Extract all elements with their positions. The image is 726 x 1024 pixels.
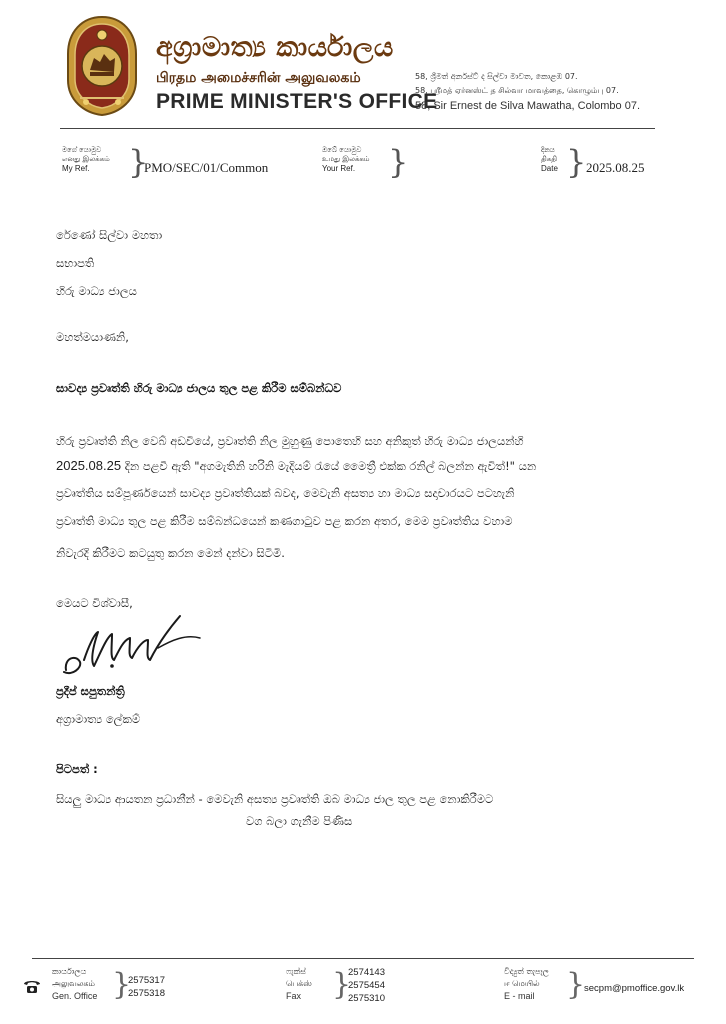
fax-number-3: 2575310 <box>348 993 385 1004</box>
gen-office-brace: } <box>112 967 132 1002</box>
email-label-ta: ஈ மெயில் <box>504 979 540 988</box>
copy-line-1: සියලු මාධ්‍ය ආයතන ප්‍රධානීන් - මෙවැනි අසත්‍ය ප්‍රවෘත්ති ඔබ මාධ්‍ය ජාල තුල පළ නොකිරීමට <box>56 792 494 806</box>
date-value: 2025.08.25 <box>586 160 645 175</box>
office-name-english: PRIME MINISTER'S OFFICE <box>156 90 438 113</box>
fax-label-ta: பெக்ஸ் <box>286 979 312 988</box>
signature-icon <box>54 604 204 680</box>
gen-office-label-en: Gen. Office <box>52 991 98 1001</box>
state-emblem-icon <box>60 14 144 118</box>
email-brace: } <box>566 967 586 1002</box>
fax-label <box>286 966 312 1002</box>
body-line-3: ප්‍රවෘත්තිය සම්පූර්ණයෙන් සාවද්‍ය ප්‍රවෘත්තියක් බවද, මෙවැනි අසත්‍ය හා මාධ්‍ය සදාචාරයට පටහැනි <box>56 486 515 500</box>
subject-line: සාවද්‍ය ප්‍රවෘත්ති හිරු මාධ්‍ය ජාලය තුල පළ කිරීම සම්බන්ධව <box>56 381 342 395</box>
address-english: 58, Sir Ernest de Silva Mawatha, Colombo 07. <box>415 100 641 112</box>
gen-office-phone-1: 2575317 <box>128 975 165 986</box>
address-tamil: 58, ஸ்ரீமத் ஏர்னஸ்ட் த சில்வா மாவத்தை, கொழும்பு 07. <box>415 86 619 95</box>
date-label-ta: திகதி <box>541 155 557 163</box>
recipient-org: හිරු මාධ්‍ය ජාලය <box>56 284 137 298</box>
your-ref-brace: } <box>388 143 409 181</box>
gen-office-label-si: කාර්යාලය <box>52 967 87 976</box>
incident-date: 2025.08.25 <box>56 458 122 473</box>
office-name-tamil: பிரதம அமைச்சரின் அலுவலகம் <box>156 70 361 86</box>
telephone-icon <box>22 978 42 994</box>
email-label-en: E - mail <box>504 991 535 1001</box>
signatory-name: ප්‍රදීප් සපුතන්ත්‍රි <box>56 684 125 698</box>
my-ref-brace: } <box>128 143 149 181</box>
fax-numbers <box>348 966 385 1005</box>
fax-number-2: 2575454 <box>348 980 385 991</box>
date-brace: } <box>566 143 587 181</box>
address-sinhala: 58, ශ්‍රීමත් අර්නස්ට් ද සිල්වා මාවත, කොළඹ 07. <box>415 72 578 81</box>
copy-line-2: වග බලා ගැනීම පිණිස <box>246 814 353 828</box>
closing: මෙයට විශ්වාසී, <box>56 596 133 610</box>
my-ref-label <box>62 146 110 173</box>
your-ref-label <box>322 146 370 173</box>
gen-office-label <box>52 966 97 1002</box>
email-label-si: විද්‍යුත් තැපෑල <box>504 967 549 976</box>
gen-office-label-ta: அலுவலகம் <box>52 979 95 988</box>
fax-label-en: Fax <box>286 991 302 1001</box>
copy-label: පිටපත් : <box>56 762 98 776</box>
fax-number-1: 2574143 <box>348 967 385 978</box>
your-ref-label-si: ඔබේ යොමුව <box>322 146 362 154</box>
your-ref-label-ta: உமது இலக்கம் <box>322 155 370 163</box>
gen-office-phone-2: 2575318 <box>128 988 165 999</box>
email-address[interactable]: secpm@pmoffice.gov.lk <box>584 983 685 994</box>
recipient-name: රේණෝ සිල්වා මහතා <box>56 228 163 242</box>
body-line-5: නිවැරදි කිරීමට කටයුතු කරන මෙන් දන්වා සිටිමි. <box>56 546 285 560</box>
body-line-1: හිරු ප්‍රවෘත්ති නිල වෙබ් අඩවියේ, ප්‍රවෘත්ති නිල මුහුණු පොතෙහි සහ අනිකුත් හිරු මාධ්‍ය ජාලයන්හි <box>56 434 524 448</box>
my-ref-label-en: My Ref. <box>62 164 90 173</box>
email-label <box>504 966 549 1002</box>
office-name-sinhala: අග්‍රාමාත්‍ය කාර්යාලය <box>156 32 394 63</box>
your-ref-label-en: Your Ref. <box>322 164 356 173</box>
date-label-si: දිනය <box>541 146 555 154</box>
my-ref-value: PMO/SEC/01/Common <box>144 160 269 175</box>
date-label-en: Date <box>541 164 558 173</box>
body-line-2-text: දින පළවී ඇති "අගමැතිනි හරිනි මැදියම් රැයේ මෛත්‍රී එක්ක රනිල් බලන්න ඇවිත්!" යන <box>124 459 537 473</box>
signatory-title: අග්‍රාමාත්‍ය ලේකම් <box>56 712 141 726</box>
body-line-4: ප්‍රවෘත්ති මාධ්‍ය තුල පළ කිරීම සම්බන්ධයෙන් කණගාටුව පළ කරන අතර, මෙම ප්‍රවෘත්තිය වහාම <box>56 514 513 528</box>
body-line-2 <box>56 458 536 474</box>
recipient-title: සභාපති <box>56 256 95 270</box>
gen-office-phones <box>128 974 165 1000</box>
header-rule <box>60 128 655 129</box>
salutation: මහත්මයාණනි, <box>56 330 129 344</box>
fax-label-si: ෆැක්ස් <box>286 967 306 976</box>
my-ref-label-ta: எனது இலக்கம் <box>62 155 110 163</box>
fax-brace: } <box>332 967 352 1002</box>
my-ref-label-si: මගේ යොමුව <box>62 146 102 154</box>
date-label <box>541 146 558 173</box>
footer-rule <box>32 958 694 959</box>
